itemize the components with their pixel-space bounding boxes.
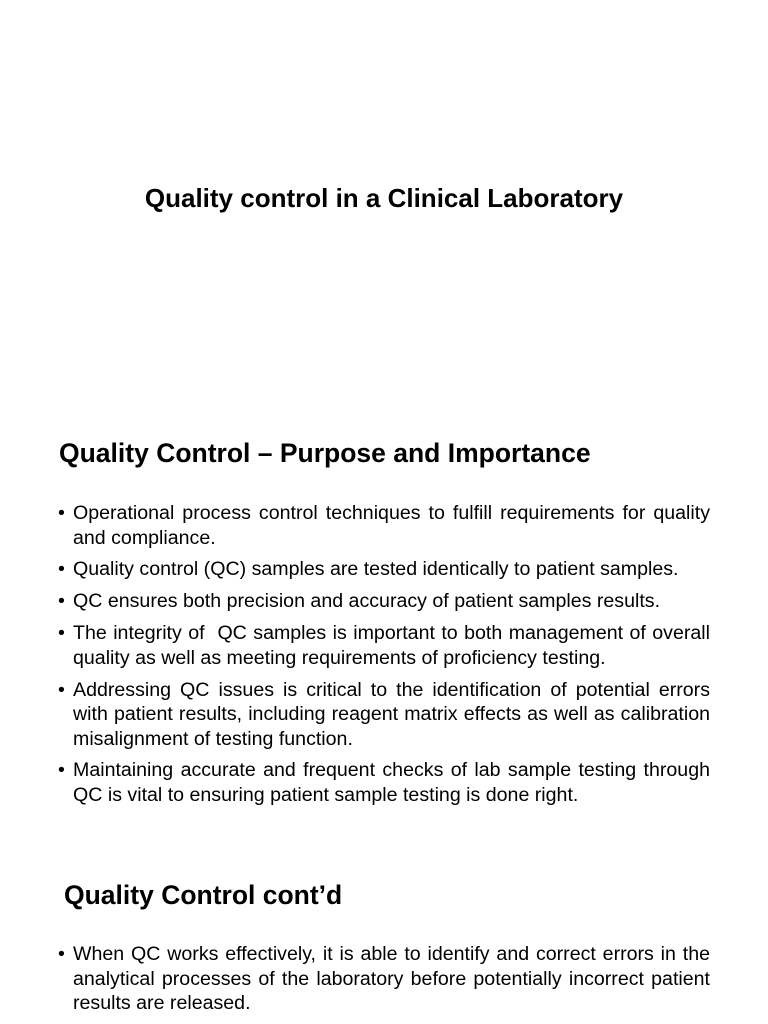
section-heading-contd: Quality Control cont’d bbox=[64, 880, 343, 910]
list-item-text: Addressing QC issues is critical to the identification of potential errors with patient results, including reagent matrix effects as well as calibration misalignment of testing function. bbox=[73, 678, 710, 750]
section-heading-purpose: Quality Control – Purpose and Importance bbox=[59, 438, 591, 468]
bullet-icon: • bbox=[58, 622, 65, 645]
list-item bbox=[58, 589, 710, 614]
slide-title: Quality control in a Clinical Laboratory bbox=[144, 183, 624, 213]
bullet-icon: • bbox=[58, 558, 65, 581]
list-item bbox=[58, 501, 710, 550]
list-item-text: Maintaining accurate and frequent checks of lab sample testing through QC is vital to ensuring patient sample testing is done right. bbox=[73, 759, 710, 806]
list-item-text: When QC works effectively, it is able to identify and correct errors in the analytical processes of the laboratory before potentially incorrect patient results are released. bbox=[73, 943, 710, 1014]
bullet-list-contd bbox=[58, 942, 710, 1023]
list-item-text: QC ensures both precision and accuracy of patient samples results. bbox=[73, 590, 661, 613]
list-item-text: Operational process control techniques to fulfill requirements for quality and compliance. bbox=[73, 502, 710, 549]
bullet-list-purpose bbox=[58, 501, 721, 815]
bullet-icon: • bbox=[58, 678, 65, 701]
bullet-icon: • bbox=[58, 590, 65, 613]
list-item bbox=[58, 942, 710, 1016]
list-item bbox=[58, 557, 710, 582]
list-item bbox=[58, 621, 721, 670]
list-item bbox=[58, 678, 710, 752]
list-item-text: The integrity of QC samples is important to both management of overall quality as well as meeting requirements of proficiency testing. bbox=[73, 622, 721, 669]
list-item-text: Quality control (QC) samples are tested identically to patient samples. bbox=[73, 558, 679, 581]
bullet-icon: • bbox=[58, 943, 65, 965]
bullet-icon: • bbox=[58, 759, 65, 782]
list-item bbox=[58, 758, 710, 807]
bullet-icon: • bbox=[58, 502, 65, 524]
